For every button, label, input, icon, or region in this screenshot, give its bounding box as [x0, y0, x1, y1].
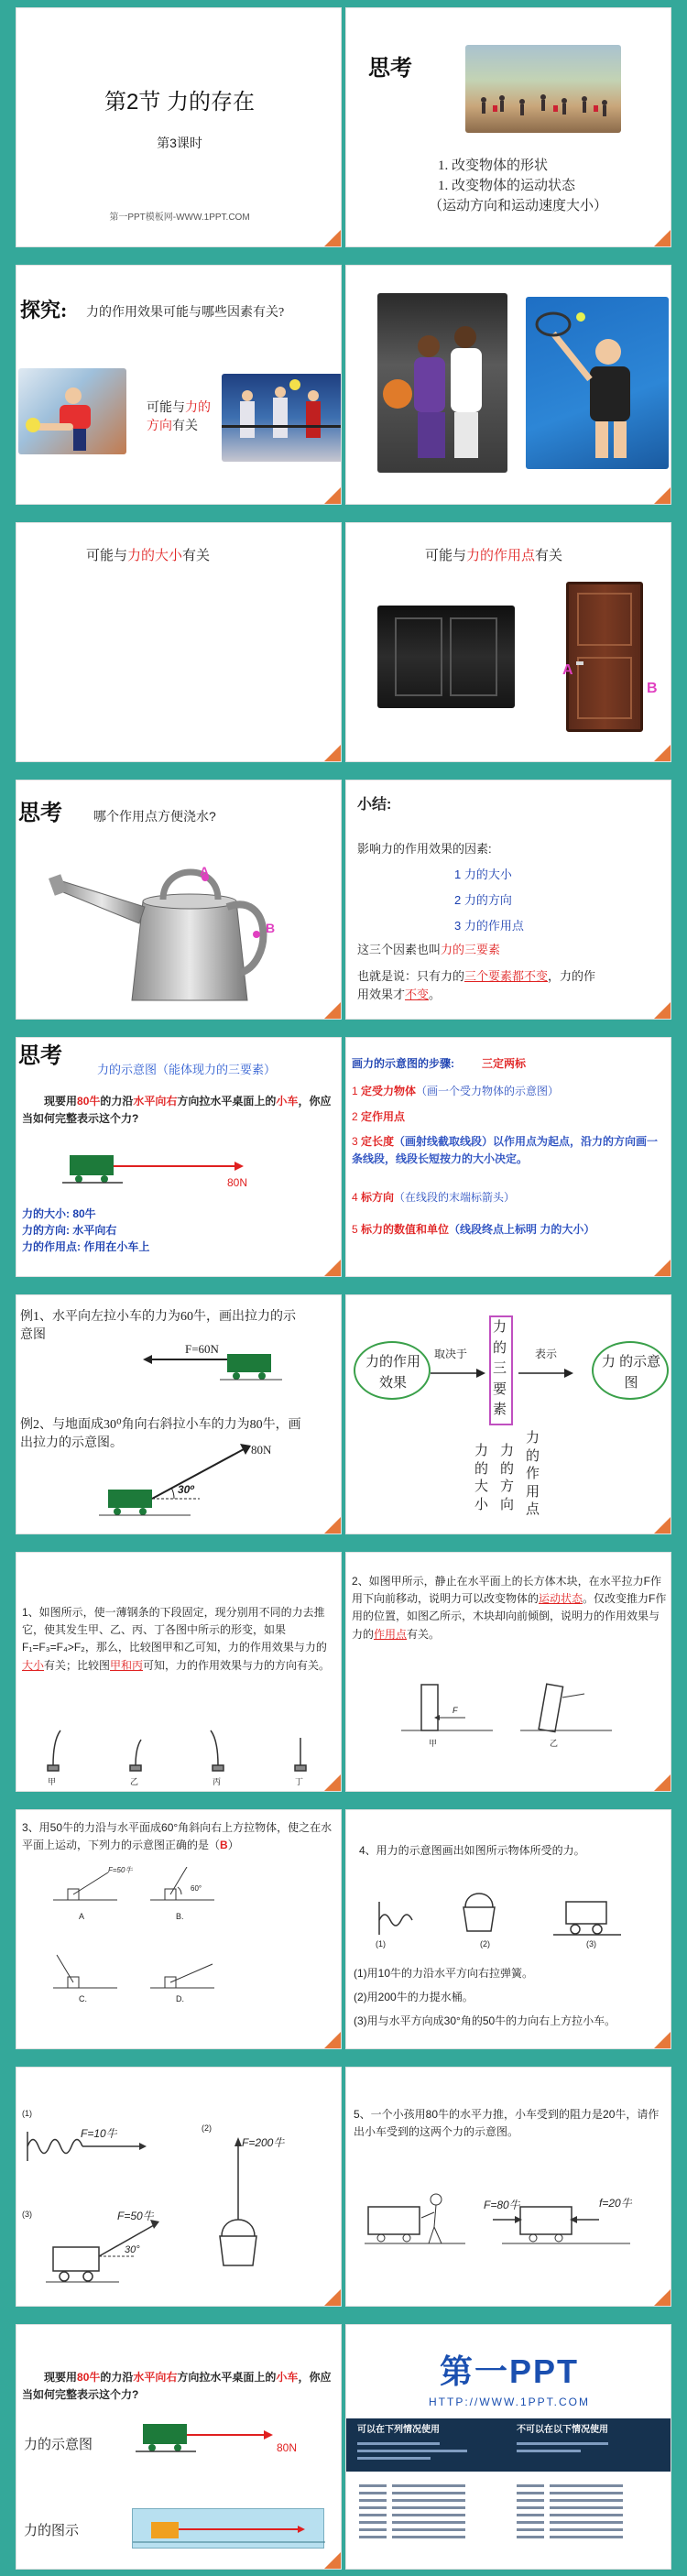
door-panels — [377, 606, 515, 708]
example-1-cart — [136, 1347, 319, 1387]
q3-text-a: 3、用50牛的力沿与水平面成60°角斜向右上方拉物体，使之在水平面上运动，下列力的示意图正确的是（ — [22, 1821, 333, 1852]
angle-label: 30⁰ — [178, 1483, 195, 1496]
step-1 — [352, 1084, 669, 1099]
corner-mark — [654, 1517, 671, 1534]
corner-mark — [324, 2032, 341, 2048]
corner-mark — [324, 1260, 341, 1276]
think-heading: 思考 — [18, 802, 62, 825]
force-80n-label: 80N — [277, 2441, 298, 2454]
corner-mark — [324, 2289, 341, 2306]
q3-text-b: ） — [227, 1839, 239, 1852]
option-a: A — [79, 1912, 85, 1921]
step-1-title: 定受力物体 — [361, 1085, 417, 1097]
corner-mark — [654, 745, 671, 761]
q1-text-a: 1、如图所示，使一薄钢条的下段固定，现分别用不同的力去推它，使其发生甲、乙、丙、丁各图中所示的形变，如果F₁=F₃=F₄>F₂，那么，比较图甲和乙可知，力的作用效果与力的 — [22, 1606, 327, 1654]
problem-text — [22, 1093, 337, 1128]
summary-b: 三个要素都不变 — [464, 969, 549, 983]
p-g: ，你应当如何完整表示这个力? — [22, 1095, 332, 1126]
step-5 — [352, 1221, 669, 1239]
ans-f3: F=50牛 — [117, 2210, 154, 2222]
depends-on-label: 取决于 — [434, 1348, 468, 1360]
effect-label: 力的作用效果 — [365, 1354, 420, 1391]
step-3-title: 定长度 — [361, 1135, 395, 1148]
think-heading: 思考 — [368, 57, 412, 81]
possible-direction — [147, 399, 220, 435]
three-prefix: 这三个因素也叫 — [357, 943, 442, 956]
ppt-logo: 第一PPT — [439, 2352, 579, 2390]
tennis-player — [526, 297, 669, 469]
corner-mark — [654, 1260, 671, 1276]
dark-door-photo — [377, 606, 515, 708]
effect-motion-detail: （运动方向和运动速度大小） — [429, 199, 608, 213]
slide-footer: 第一PPT模板网-WWW.1PPT.COM — [109, 213, 250, 223]
label-f: F — [453, 1706, 458, 1715]
corner-mark — [324, 1774, 341, 1791]
effect-shape: 1. 改变物体的形状 — [438, 158, 549, 173]
step-4-title: 标方向 — [361, 1191, 395, 1204]
slide-11[interactable] — [16, 1294, 342, 1534]
diagram-subtitle: 力的示意图（能体现力的三要素） — [97, 1063, 277, 1076]
slide-subtitle: 第3课时 — [157, 136, 202, 150]
volleyball-dig-photo — [18, 368, 126, 454]
step-3-detail: （画射线截取线段）以作用点为起点，沿力的方向画一条线段，线段长短按力的大小决定。 — [352, 1135, 659, 1165]
slide-15[interactable] — [16, 1809, 342, 2049]
step-5-title: 标力的数值和单位 — [361, 1223, 450, 1236]
slide-18[interactable] — [345, 2067, 671, 2307]
q4-part2: (2)用200牛的力提水桶。 — [354, 1991, 474, 2003]
step-4-detail: （在线段的末端标箭头） — [394, 1191, 516, 1204]
possible-suffix: 有关 — [535, 549, 563, 563]
slide-10[interactable] — [345, 1037, 671, 1277]
q1-blank-2: 甲和丙 — [110, 1658, 144, 1672]
step-4-num: 4 — [352, 1191, 358, 1204]
force-point: 力的作用点: 作用在小车上 — [22, 1240, 150, 1253]
arrow-right-icon — [431, 1367, 485, 1380]
objects-diagram — [374, 1883, 649, 1938]
force-80n-label: 80N — [227, 1176, 248, 1189]
slide-1[interactable] — [16, 7, 342, 247]
bucket-answer — [211, 2137, 266, 2275]
graph-strip — [132, 2508, 324, 2549]
step-5-num: 5 — [352, 1223, 358, 1236]
vertical-point: 力的作用点 — [526, 1430, 540, 1517]
steps-title — [352, 1056, 526, 1072]
cannot-use-title: 不可以在以下情况使用 — [517, 2425, 608, 2435]
explore-question: 力的作用效果可能与哪些因素有关? — [86, 306, 285, 320]
possible-red: 力的作用点 — [466, 549, 536, 563]
crowd-photo — [465, 45, 621, 133]
q2-text-b: 。仅改变推力F作用的位置，如图乙所示，木块却向前倾倒，说明力的作用效果与力的 — [352, 1592, 667, 1641]
slide-2[interactable] — [345, 7, 671, 247]
link-list — [346, 2479, 671, 2561]
p-a: 现要用 — [44, 2371, 78, 2384]
q2-text-a: 2、如图甲所示，静止在水平面上的长方体木块，在水平拉力F作用下向前移动，说明力可以改变物体的 — [352, 1575, 662, 1606]
angle-60: 60° — [191, 1884, 202, 1893]
corner-mark — [324, 745, 341, 761]
spike-figures — [222, 374, 342, 462]
p-a: 现要用 — [44, 1095, 78, 1108]
step-2 — [352, 1109, 405, 1125]
possible-prefix: 可能与 — [147, 401, 185, 415]
force-size: 力的大小: 80牛 — [22, 1207, 96, 1220]
slide-3[interactable] — [16, 265, 342, 505]
slide-4[interactable] — [345, 265, 671, 505]
point-a-label: A — [200, 864, 210, 879]
corner-mark — [324, 1002, 341, 1019]
steps-title-text: 画力的示意图的步骤: — [352, 1057, 454, 1070]
slide-17[interactable] — [16, 2067, 342, 2307]
label-ding: 丁 — [295, 1777, 304, 1786]
obj-n2: (2) — [480, 1939, 490, 1948]
possible-red: 力的方向 — [147, 401, 211, 433]
q3-answer: B — [220, 1839, 228, 1852]
p-c: 的力沿 — [100, 1095, 134, 1108]
cart-answer — [46, 2210, 183, 2302]
summary-statement — [357, 967, 665, 1004]
basketball-photo — [377, 293, 507, 473]
point-a-label: A — [562, 662, 573, 678]
corner-mark — [324, 487, 341, 504]
p-e: 方向拉水平桌面上的 — [177, 2371, 277, 2384]
arrow-right-icon — [518, 1367, 573, 1380]
obj-n3: (3) — [586, 1939, 596, 1948]
info-lines — [346, 2439, 671, 2472]
explore-heading: 探究: — [20, 299, 68, 322]
can-use-title: 可以在下列情况使用 — [357, 2425, 440, 2435]
slide-12[interactable] — [345, 1294, 671, 1534]
point-b-label: B — [647, 681, 658, 696]
p-e: 方向拉水平桌面上的 — [177, 1095, 277, 1108]
factor-direction: 2 力的方向 — [454, 893, 512, 907]
crowd-figures — [465, 45, 621, 133]
ans-n1: (1) — [22, 2109, 32, 2118]
vertical-direction: 力的方向 — [500, 1443, 515, 1512]
corner-mark — [654, 2032, 671, 2048]
p-b: 80牛 — [77, 2371, 101, 2384]
options-diagram — [44, 1867, 245, 2041]
door-details — [569, 584, 640, 729]
slide-16[interactable] — [345, 1809, 671, 2049]
p-g: ，你应当如何完整表示这个力? — [22, 2371, 332, 2402]
factor-point: 3 力的作用点 — [454, 919, 524, 933]
corner-mark — [324, 2552, 341, 2569]
watering-can-icon — [44, 854, 300, 1010]
ans-f2: F=200牛 — [242, 2136, 285, 2149]
three-elements-label: 力的三要素 — [493, 1319, 507, 1417]
vertical-size: 力的大小 — [474, 1443, 489, 1512]
p-d: 水平向右 — [133, 1095, 178, 1108]
corner-mark — [654, 1002, 671, 1019]
corner-mark — [654, 1774, 671, 1791]
possible-prefix: 可能与 — [86, 549, 128, 563]
example-1: 例1、水平向左拉小车的力为60牛，画出拉力的示意图 — [20, 1310, 296, 1342]
point-b-label: B — [266, 921, 276, 935]
option-b: B. — [176, 1912, 184, 1921]
question-1 — [22, 1604, 337, 1675]
option-c: C. — [79, 1994, 87, 2003]
think-heading: 思考 — [18, 1044, 62, 1068]
step-3 — [352, 1133, 669, 1167]
slide-7[interactable] — [16, 780, 342, 1020]
q2-blank-1: 运动状态 — [539, 1592, 583, 1606]
f20-label: f=20牛 — [599, 2197, 632, 2210]
slide-8[interactable] — [345, 780, 671, 1020]
corner-mark — [654, 487, 671, 504]
summary-d: 用效果才 — [357, 988, 406, 1002]
possible-point — [425, 547, 562, 566]
slide-9[interactable] — [16, 1037, 342, 1277]
label-yi: 乙 — [130, 1777, 139, 1786]
ans-f1: F=10牛 — [81, 2127, 117, 2140]
graph-contents — [133, 2509, 325, 2549]
represent-label: 表示 — [535, 1348, 558, 1360]
corner-mark — [324, 230, 341, 246]
possible-suffix: 有关 — [182, 549, 211, 563]
corner-mark — [654, 2289, 671, 2306]
possible-red: 力的大小 — [127, 549, 183, 563]
volleyball-spike-photo — [222, 374, 342, 462]
question-3 — [22, 1819, 337, 1854]
corner-mark — [324, 1517, 341, 1534]
label-jia: 甲 — [429, 1739, 438, 1748]
factors-intro: 影响力的作用效果的因素: — [357, 842, 492, 856]
summary-e: 不变 — [405, 988, 430, 1002]
obj-n1: (1) — [376, 1939, 386, 1948]
question-5: 5、一个小孩用80牛的水平力推，小车受到的阻力是20牛，请作出小车受到的这两个力的示意图。 — [354, 2108, 660, 2139]
q1-blank-1: 大小 — [22, 1658, 45, 1672]
problem-text — [22, 2369, 337, 2404]
effect-motion: 1. 改变物体的运动状态 — [438, 179, 576, 193]
step-1-detail: （画一个受力物体的示意图） — [416, 1085, 560, 1097]
slide-14[interactable] — [345, 1552, 671, 1792]
slide-title: 第2节 力的存在 — [104, 90, 255, 115]
factor-size: 1 力的大小 — [454, 868, 512, 881]
p-c: 的力沿 — [100, 2371, 134, 2384]
summary-a: 也就是说：只有力的 — [357, 969, 465, 983]
diagram-label: 力 的示意图 — [601, 1354, 661, 1391]
q1-text-b: 有关；比较图 — [44, 1658, 111, 1672]
slide-20[interactable] — [345, 2324, 671, 2570]
q4-part3: (3)用与水平方向成30°角的50牛的力向右上方拉小车。 — [354, 2014, 616, 2027]
step-5-detail: （线段终点上标明 力的大小） — [449, 1223, 595, 1236]
ans-angle: 30° — [125, 2244, 140, 2255]
option-d: D. — [176, 1994, 184, 2003]
f80-label: 80N — [251, 1443, 272, 1457]
question-4: 4、用力的示意图画出如图所示物体所受的力。 — [359, 1844, 585, 1857]
slide-13[interactable] — [16, 1552, 342, 1792]
watering-question: 哪个作用点方便浇水? — [93, 809, 216, 824]
info-band — [346, 2418, 671, 2472]
possible-suffix: 有关 — [172, 419, 198, 433]
force-direction: 力的方向: 水平向右 — [22, 1224, 117, 1237]
summary-c: ，力的作 — [548, 969, 596, 983]
step-3-num: 3 — [352, 1135, 358, 1148]
summary-heading: 小结: — [357, 797, 392, 813]
question-2 — [352, 1573, 667, 1643]
corner-mark — [654, 230, 671, 246]
steps-title-red: 三定两标 — [482, 1057, 527, 1070]
p-d: 水平向右 — [133, 2371, 178, 2384]
ans-n2: (2) — [202, 2123, 212, 2133]
force-50n: F=50牛 — [108, 1866, 133, 1874]
f80-label: F=80牛 — [484, 2199, 520, 2211]
player-figure — [18, 368, 126, 454]
three-elements — [357, 942, 500, 958]
diagram-label: 力的示意图 — [24, 2437, 93, 2452]
example-2: 例2、与地面成30⁰角向右斜拉小车的力为80牛，画出拉力的示意图。 — [20, 1418, 301, 1450]
wooden-door-photo — [566, 582, 643, 732]
slide-6[interactable] — [345, 522, 671, 762]
basketball-players — [377, 293, 507, 473]
step-1-num: 1 — [352, 1085, 358, 1097]
f60-label: F=60N — [185, 1342, 219, 1356]
step-2-title: 定作用点 — [361, 1110, 406, 1123]
steel-strips-diagram — [26, 1723, 337, 1778]
label-bing: 丙 — [213, 1777, 222, 1786]
tennis-photo — [526, 297, 669, 469]
possible-prefix: 可能与 — [425, 549, 467, 563]
push-diagram — [365, 2178, 658, 2260]
ans-n3: (3) — [22, 2210, 32, 2219]
step-2-num: 2 — [352, 1110, 358, 1123]
q2-text-c: 有关。 — [407, 1627, 441, 1641]
q2-blank-2: 作用点 — [374, 1627, 408, 1641]
p-f: 小车 — [276, 1095, 299, 1108]
step-4 — [352, 1190, 515, 1206]
p-b: 80牛 — [77, 1095, 101, 1108]
p-f: 小车 — [276, 2371, 299, 2384]
label-jia: 甲 — [48, 1777, 57, 1786]
ppt-url: HTTP://WWW.1PPT.COM — [429, 2396, 590, 2408]
graph-label: 力的图示 — [24, 2523, 80, 2538]
q1-text-c: 可知，力的作用效果与力的方向有关。 — [143, 1658, 331, 1672]
slide-5[interactable] — [16, 522, 342, 762]
label-yi: 乙 — [550, 1739, 559, 1748]
q4-part1: (1)用10牛的力沿水平方向右拉弹簧。 — [354, 1967, 534, 1980]
summary-f: 。 — [429, 988, 442, 1002]
three-red: 力的三要素 — [441, 943, 501, 956]
cart-diagram — [136, 2420, 342, 2457]
possible-size — [86, 547, 210, 566]
slide-19[interactable] — [16, 2324, 342, 2570]
